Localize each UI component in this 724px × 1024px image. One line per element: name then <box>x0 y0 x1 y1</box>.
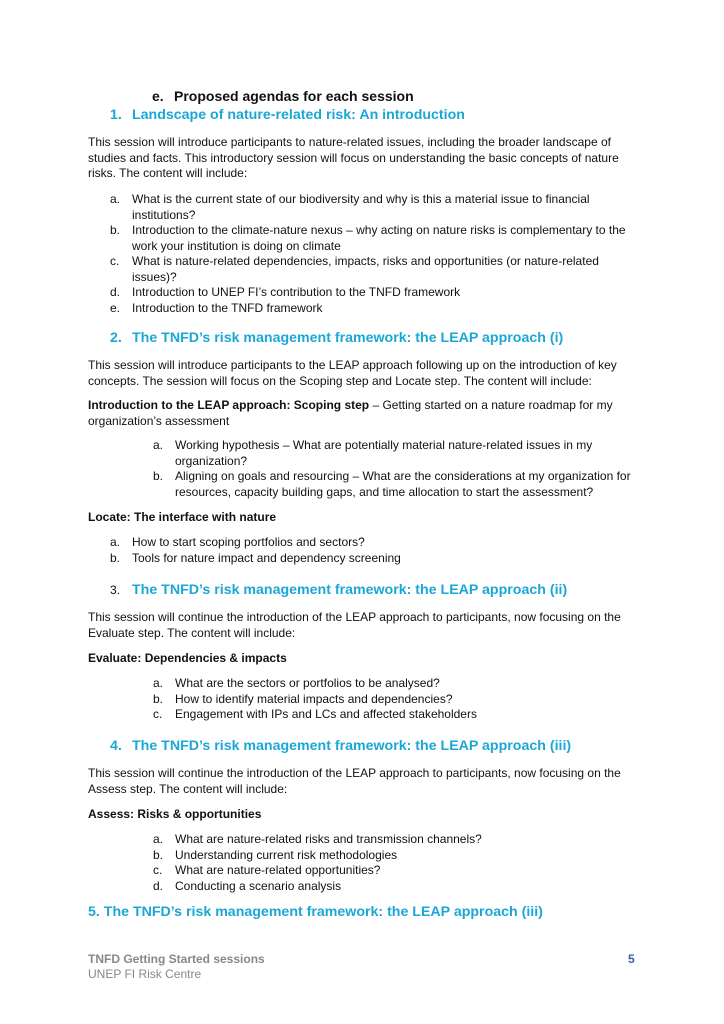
locate-subheading: Locate: The interface with nature <box>88 510 277 524</box>
section-5-heading: 5. The TNFD’s risk management framework: the LEAP approach (iii) <box>88 904 543 920</box>
scoping-list <box>153 438 640 500</box>
section-4-intro: This session will continue the introduction of the LEAP approach to participants, now focusing on the Assess step. The content will include: <box>88 766 621 796</box>
list-item: b. Tools for nature impact and dependency screening <box>110 550 401 565</box>
assess-subheading: Assess: Risks & opportunities <box>88 807 262 821</box>
list-item: a. What is the current state of our biodiversity and why is this a material issue to financial institutions? <box>110 192 590 222</box>
section-2-intro: This session will introduce participants to the LEAP approach following up on the introduction of key concepts. The session will focus on the Scoping step and Locate step. The content will include: <box>88 358 617 388</box>
list-item: b. How to identify material impacts and dependencies? <box>153 691 453 706</box>
list-item: a. What are the sectors or portfolios to be analysed? <box>153 676 440 690</box>
scoping-step-paragraph: Introduction to the LEAP approach: Scoping step – Getting started on a nature roadmap for my organization’s assessment <box>88 398 613 428</box>
list-item: e. Introduction to the TNFD framework <box>110 300 323 315</box>
list-item: c. What is nature-related dependencies, impacts, risks and opportunities (or nature-related issues)? <box>110 254 599 284</box>
evaluate-subheading: Evaluate: Dependencies & impacts <box>88 651 287 665</box>
evaluate-list <box>153 676 640 723</box>
footer-subtitle: UNEP FI Risk Centre <box>88 967 202 981</box>
footer-title: TNFD Getting Started sessions <box>88 952 265 966</box>
list-item: a. What are nature-related risks and transmission channels? <box>153 832 482 846</box>
locate-list <box>110 535 640 566</box>
list-item: d. Introduction to UNEP FI’s contribution to the TNFD framework <box>110 285 461 299</box>
list-item: a. How to start scoping portfolios and sectors? <box>110 535 365 549</box>
section-3-intro: This session will continue the introduction of the LEAP approach to participants, now focusing on the Evaluate step. The content will include: <box>88 610 621 640</box>
list-item: b. Understanding current risk methodologies <box>153 847 398 862</box>
section-1-heading: 1. Landscape of nature-related risk: An introduction <box>110 107 465 123</box>
list-item: b. Aligning on goals and resourcing – What are the considerations at my organization for resources, capacity building gaps, and time allocation to start the assessment? <box>153 469 631 499</box>
page-number: 5 <box>628 952 635 966</box>
list-item: c. What are nature-related opportunities? <box>153 863 381 877</box>
list-item: d. Conducting a scenario analysis <box>153 878 342 893</box>
agendas-heading: e. Proposed agendas for each session <box>152 88 414 104</box>
list-item: b. Introduction to the climate-nature nexus – why acting on nature risks is complementary to the work your institution is doing on climate <box>110 223 626 253</box>
list-item: c. Engagement with IPs and LCs and affected stakeholders <box>153 707 477 721</box>
list-item: a. Working hypothesis – What are potentially material nature-related issues in my organization? <box>153 438 593 468</box>
section-1-list <box>110 192 640 316</box>
section-4-heading: 4. The TNFD’s risk management framework: the LEAP approach (iii) <box>110 738 572 754</box>
section-2-heading: 2. The TNFD’s risk management framework: the LEAP approach (i) <box>110 330 564 346</box>
section-3-heading: 3. The TNFD’s risk management framework: the LEAP approach (ii) <box>110 582 568 598</box>
assess-list <box>153 832 640 894</box>
section-1-intro: This session will introduce participants to nature-related issues, including the broader landscape of studies and facts. This introductory session will focus on understanding the basic concepts of nature risks. The content will include: <box>88 135 619 180</box>
